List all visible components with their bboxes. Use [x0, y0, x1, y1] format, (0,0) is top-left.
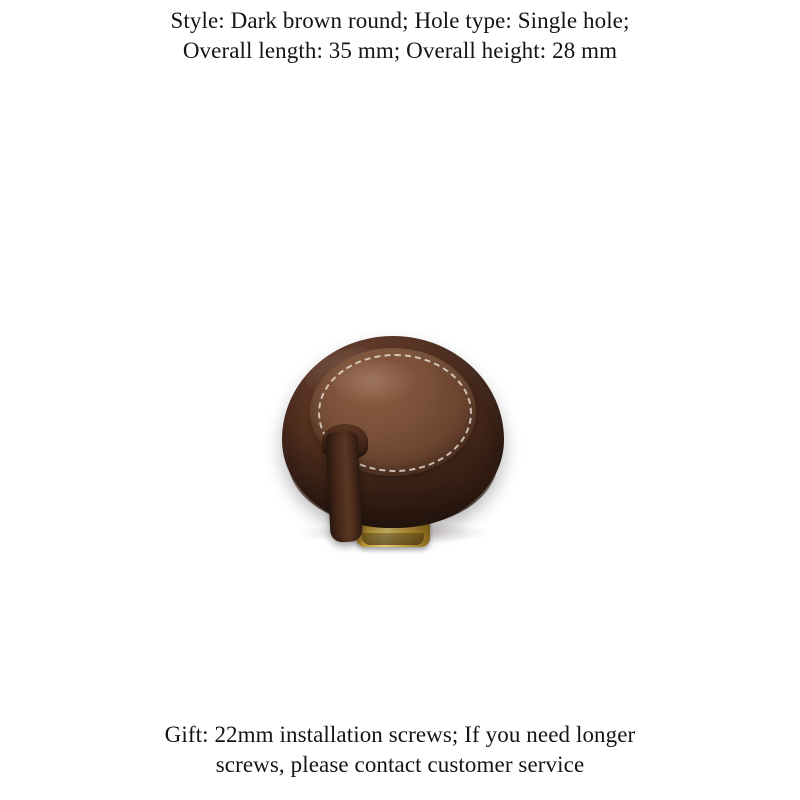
bottom-caption-line-2: screws, please contact customer service — [215, 752, 585, 777]
top-caption-line-1: Style: Dark brown round; Hole type: Single hole; — [170, 8, 630, 33]
leather-cabinet-knob — [282, 336, 518, 566]
leather-rim-shadow — [288, 432, 498, 528]
contact-shadow — [298, 522, 490, 544]
top-caption — [0, 0, 800, 66]
white-stitching — [318, 354, 472, 472]
outer-leather-body — [282, 336, 504, 528]
top-leather-disc — [310, 348, 476, 476]
bottom-caption — [0, 720, 800, 800]
top-caption-line-2: Overall length: 35 mm; Overall height: 28 mm — [182, 38, 618, 63]
brass-mounting-post — [356, 491, 430, 547]
leather-strap-loop — [322, 424, 368, 458]
bottom-caption-line-1: Gift: 22mm installation screws; If you need longer — [164, 722, 636, 747]
leather-strap — [325, 431, 363, 543]
